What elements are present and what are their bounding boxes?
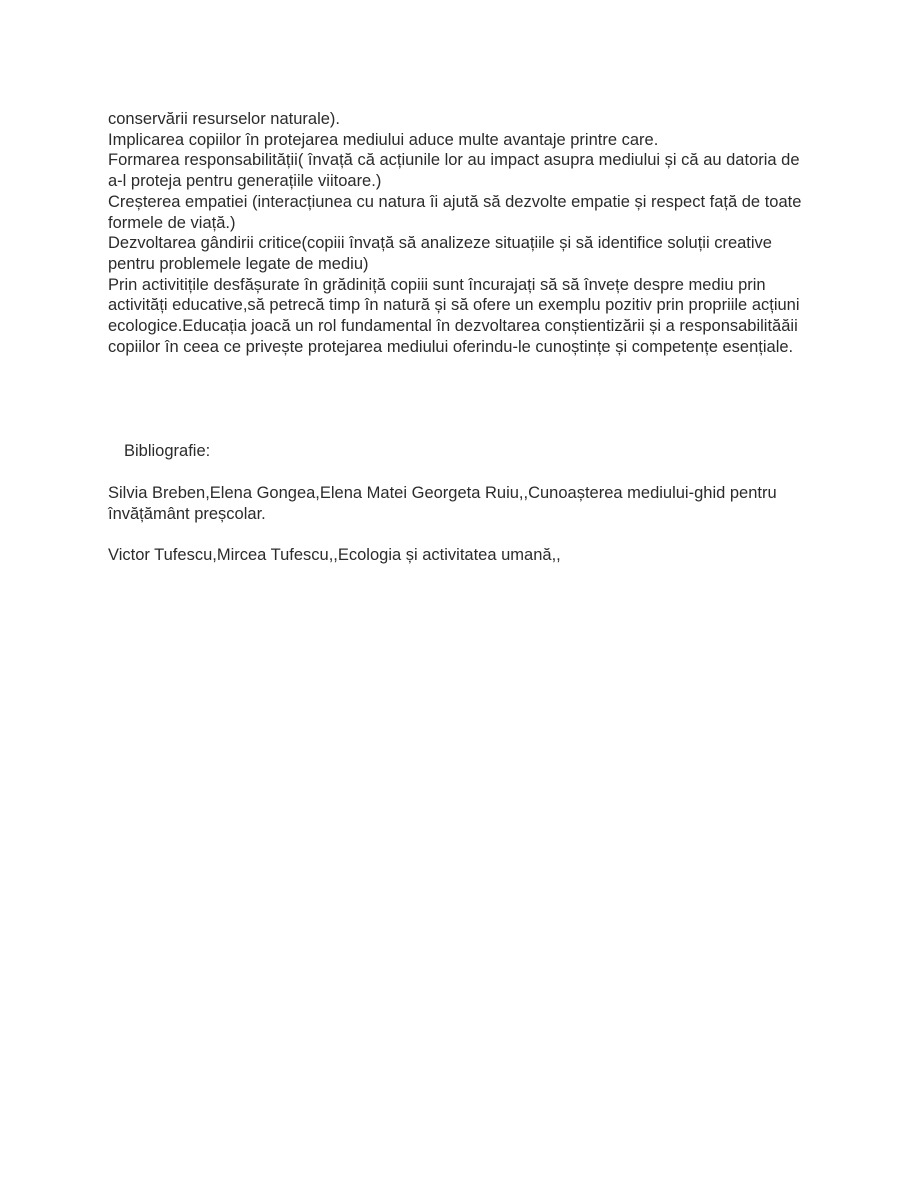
paragraph-activities: Prin activitițile desfășurate în grădiniță copiii sunt încurajați să să învețe despre mediu prin activități educative,să petrecă timp în natură și să ofere un exemplu pozitiv prin propriile acțiuni ecologice.Educația joacă un rol fundamental în dezvoltarea conștientizării și a responsabilităăii copiilor în ceea ce privește protejarea mediului oferindu-le cunoștințe și competențe esențiale. [108, 275, 800, 356]
bibliography-entry: Silvia Breben,Elena Gongea,Elena Matei Georgeta Ruiu,,Cunoașterea mediului-ghid pentru învățământ preșcolar. [108, 484, 777, 523]
paragraph-critical-thinking: Dezvoltarea gândirii critice(copiii învață să analizeze situațiile și să identifice soluții creative pentru problemele legate de mediu) [108, 234, 772, 273]
bibliography-heading: Bibliografie: [124, 442, 211, 460]
paragraph-involvement: Implicarea copiilor în protejarea mediului aduce multe avantaje printre care. [108, 130, 659, 149]
paragraph-empathy: Creșterea empatiei (interacțiunea cu natura îi ajută să dezvolte empatie și respect față de toate formele de viață.) [108, 192, 802, 232]
body-text [108, 109, 808, 357]
paragraph-conservation: conservării resurselor naturale). [108, 110, 341, 128]
paragraph-responsibility: Formarea responsabilității( învață că acțiunile lor au impact asupra mediului și că au datoria de a-l proteja pentru generațiile viitoare.) [108, 151, 800, 191]
bibliography-entry: Victor Tufescu,Mircea Tufescu,,Ecologia și activitatea umană,, [108, 546, 561, 564]
